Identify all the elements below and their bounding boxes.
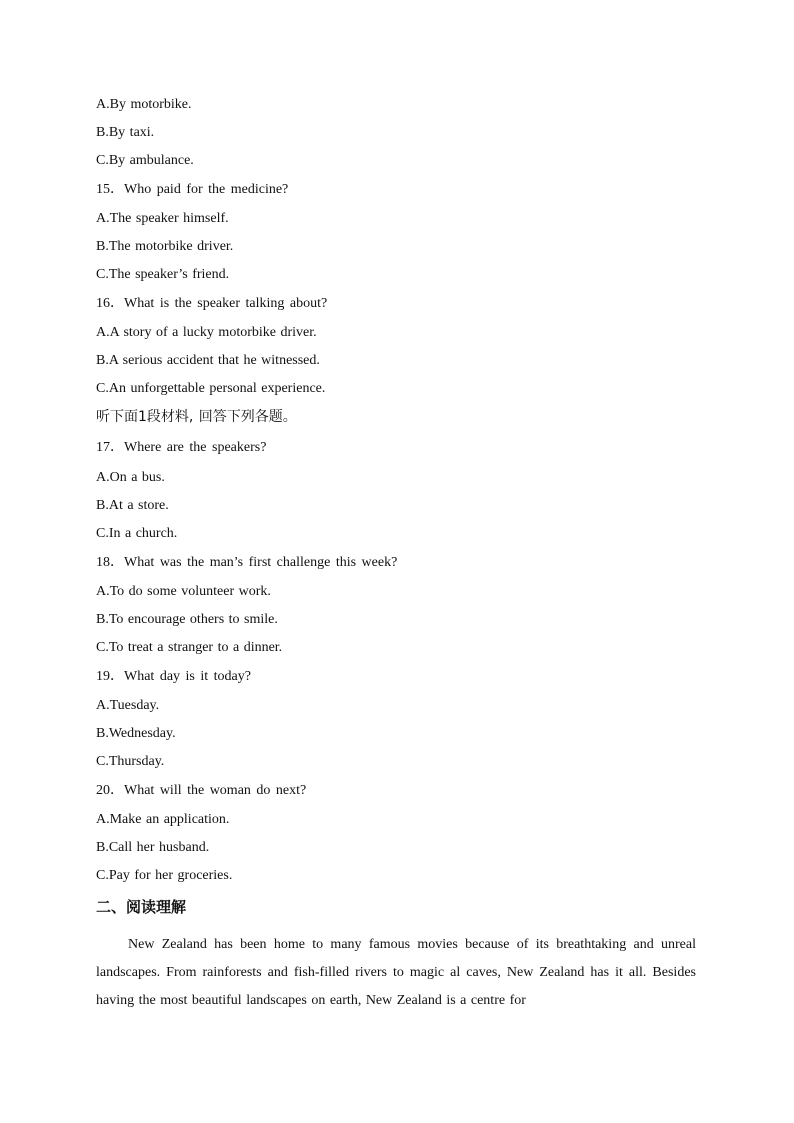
option-19b: B.Wednesday.	[96, 726, 176, 741]
question-19: 19．What day is it today?	[96, 669, 251, 684]
option-16c: C.An unforgettable personal experience.	[96, 381, 326, 396]
option-19a: A.Tuesday.	[96, 698, 160, 713]
option-20a: A.Make an application.	[96, 812, 230, 827]
option-15c: C.The speaker’s friend.	[96, 267, 230, 282]
question-15: 15．Who paid for the medicine?	[96, 182, 289, 197]
option-14c: C.By ambulance.	[96, 153, 194, 168]
option-17a: A.On a bus.	[96, 470, 165, 485]
question-18: 18．What was the man’s first challenge this week?	[96, 555, 398, 570]
section-instruction: 听下面1段材料, 回答下列各题。	[96, 409, 297, 425]
option-17c: C.In a church.	[96, 526, 178, 541]
option-16b: B.A serious accident that he witnessed.	[96, 353, 320, 368]
option-18b: B.To encourage others to smile.	[96, 612, 278, 627]
question-17: 17．Where are the speakers?	[96, 440, 267, 455]
option-16a: A.A story of a lucky motorbike driver.	[96, 325, 317, 340]
section-heading: 二、阅读理解	[96, 898, 187, 916]
reading-passage: New Zealand has been home to many famous movies because of its breathtaking and unreal landscapes. From rainforests and fish-filled rivers to magic al caves, New Zealand has it all. Besides having the most beautiful landscapes on earth, New Zealand is a centre for	[96, 937, 696, 1008]
option-15b: B.The motorbike driver.	[96, 239, 234, 254]
option-19c: C.Thursday.	[96, 754, 165, 769]
question-16: 16．What is the speaker talking about?	[96, 296, 328, 311]
option-15a: A.The speaker himself.	[96, 211, 229, 226]
option-18c: C.To treat a stranger to a dinner.	[96, 640, 283, 655]
option-14a: A.By motorbike.	[96, 97, 192, 112]
option-18a: A.To do some volunteer work.	[96, 584, 271, 599]
question-20: 20．What will the woman do next?	[96, 783, 307, 798]
option-14b: B.By taxi.	[96, 125, 155, 140]
option-20b: B.Call her husband.	[96, 840, 210, 855]
option-17b: B.At a store.	[96, 498, 169, 513]
option-20c: C.Pay for her groceries.	[96, 868, 233, 883]
